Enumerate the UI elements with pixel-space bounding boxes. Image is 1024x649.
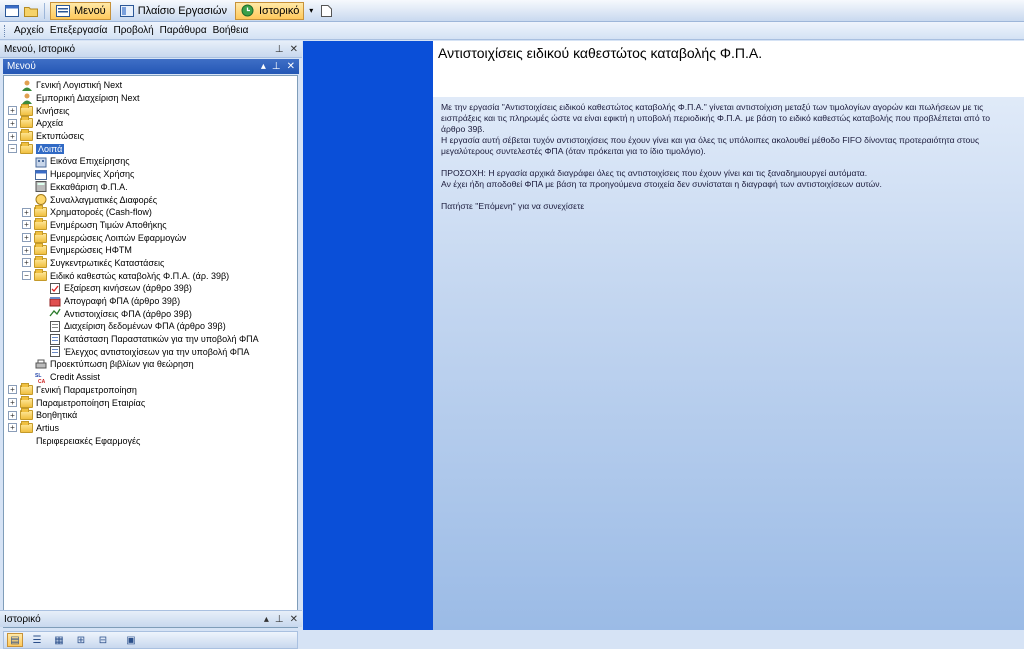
tree-item[interactable] (4, 295, 297, 308)
person-icon (20, 93, 33, 104)
tree-spacer (36, 335, 45, 344)
svg-text:SL: SL (34, 372, 41, 379)
menu-toggle-button[interactable] (50, 2, 111, 20)
tree-item[interactable] (4, 117, 297, 130)
tree-item-label: Γενική Παραμετροποίηση (36, 384, 137, 395)
tree-item-label: Συναλλαγματικές Διαφορές (50, 194, 158, 205)
document-icon (48, 334, 61, 345)
tree-item-label: Εξαίρεση κινήσεων (άρθρο 39β) (64, 283, 192, 294)
tree-item-label: Περιφερειακές Εφαρμογές (36, 435, 141, 446)
inventory-icon (48, 296, 61, 307)
tree-spacer (22, 373, 31, 382)
currency-icon (34, 194, 47, 205)
favorites-view-icon[interactable]: ▦ (54, 634, 64, 646)
menu-section-header (3, 59, 299, 74)
workspace-icon (119, 3, 135, 19)
menu-tree (3, 75, 298, 628)
expand-icon[interactable]: + (22, 233, 31, 242)
tree-spacer (36, 297, 45, 306)
tree-spacer (36, 284, 45, 293)
clock-icon (240, 3, 256, 19)
menu-bar (0, 22, 1024, 40)
folder-open-icon[interactable] (23, 3, 39, 19)
left-panel-header (0, 41, 302, 58)
expand-icon[interactable]: + (8, 132, 17, 141)
expand-icon[interactable]: + (8, 385, 17, 394)
tree-spacer (22, 195, 31, 204)
close-icon[interactable]: ✕ (286, 61, 295, 72)
warning-paragraph: Αν έχει ήδη αποδοθεί ΦΠΑ με βάση τα προηγούμενα στοιχεία δεν συνίσταται η διαγραφή των αντιστοιχίσεων αυτών. (441, 179, 882, 189)
tree-item[interactable] (4, 244, 297, 257)
tree-item[interactable] (4, 396, 297, 409)
tree-spacer (8, 81, 17, 90)
folder-icon (20, 397, 33, 408)
tree-item[interactable] (4, 92, 297, 105)
tree-item-label: Ενημερώσεις ΗΦΤΜ (50, 245, 132, 256)
folder-icon (34, 245, 47, 256)
tree-spacer (36, 309, 45, 318)
collapse-icon[interactable]: ▴ (260, 61, 266, 72)
building-icon (34, 156, 47, 167)
document-edit-icon (48, 321, 61, 332)
tree-spacer (8, 94, 17, 103)
dropdown-arrow-icon[interactable]: ▾ (309, 6, 314, 15)
history-section-title: Ιστορικό (4, 613, 41, 625)
document-icon (48, 346, 61, 357)
tree-item-label: Εμπορική Διαχείριση Next (36, 93, 140, 104)
tree-item-label: Έλεγχος αντιστοιχίσεων για την υποβολή ΦΠΑ (64, 346, 250, 357)
expand-icon[interactable]: + (22, 246, 31, 255)
warning-paragraph: ΠΡΟΣΟΧΗ: Η εργασία αρχικά διαγράφει όλες τις αντιστοιχίσεις που έχουν γίνει και τις ξαναδημιουργεί αυτόματα. (441, 168, 868, 178)
tree-item-label: Απογραφή ΦΠΑ (άρθρο 39β) (64, 296, 181, 307)
menu-toggle-label: Μενού (74, 4, 106, 17)
tree-item[interactable] (4, 155, 297, 168)
main-toolbar (0, 0, 1024, 22)
tree-spacer (22, 182, 31, 191)
tree-item-label: Ειδικό καθεστώς καταβολής Φ.Π.Α. (άρ. 39β) (50, 270, 230, 281)
folder-icon (34, 257, 47, 268)
settings-view-icon[interactable]: ▣ (126, 634, 136, 646)
tree-item[interactable] (4, 358, 297, 371)
tree-item-label: Παραμετροποίηση Εταιρίας (36, 397, 146, 408)
pin-icon[interactable]: ⊥ (274, 613, 284, 625)
tree-item-label: Αρχεία (36, 118, 64, 129)
tree-item[interactable] (4, 181, 297, 194)
collapse-icon[interactable]: ▴ (263, 613, 269, 625)
wizard-content (433, 41, 1024, 630)
document-check-icon (48, 283, 61, 294)
tree-item-label: Ενημερώσεις Λοιπών Εφαρμογών (50, 232, 187, 243)
tree-item-label: Ενημέρωση Τιμών Αποθήκης (50, 219, 167, 230)
tree-spacer (22, 170, 31, 179)
tree-item[interactable] (4, 206, 297, 219)
left-panel (0, 41, 302, 646)
list-view-icon[interactable]: ☰ (32, 634, 42, 646)
expand-icon[interactable]: + (8, 411, 17, 420)
tree-item[interactable] (4, 79, 297, 92)
tree-item-label: Εκτυπώσεις (36, 131, 84, 142)
menu-help[interactable]: Βοήθεια (212, 25, 249, 36)
menu-view[interactable]: Προβολή (113, 25, 154, 36)
tree-item-label: Κατάσταση Παραστατικών για την υποβολή ΦΠΑ (64, 334, 259, 345)
tree-spacer (36, 347, 45, 356)
expand-icon[interactable]: + (8, 106, 17, 115)
tree-item[interactable] (4, 269, 297, 282)
tree-item[interactable] (4, 104, 297, 117)
tree-item[interactable] (4, 130, 297, 143)
tree-item[interactable] (4, 219, 297, 232)
pin-icon[interactable]: ⊥ (271, 61, 281, 72)
tree-item-label: Χρηματοροές (Cash-flow) (50, 207, 152, 218)
tree-spacer (22, 157, 31, 166)
expand-icon[interactable]: + (22, 208, 31, 217)
tree-item-label: Συγκεντρωτικές Καταστάσεις (50, 257, 165, 268)
tree-item[interactable] (4, 320, 297, 333)
collapse-icon[interactable]: − (22, 271, 31, 280)
wizard-title: Αντιστοιχίσεις ειδικού καθεστώτος καταβολής Φ.Π.Α. (438, 45, 763, 61)
folder-icon (20, 143, 33, 154)
menu-file[interactable]: Αρχείο (14, 25, 44, 36)
tree-item-label: Λοιπά (38, 143, 63, 154)
tree-item[interactable] (4, 307, 297, 320)
tree-spacer (22, 360, 31, 369)
toolbar-separator (44, 3, 45, 19)
wizard-description (433, 97, 1024, 217)
tree-spacer (36, 322, 45, 331)
person-icon (20, 80, 33, 91)
menubar-grip (4, 25, 7, 37)
folder-icon (34, 207, 47, 218)
tree-item-label: Βοηθητικά (36, 410, 78, 421)
tree-item-label: Διαχείριση δεδομένων ΦΠΑ (άρθρο 39β) (64, 321, 226, 332)
description-paragraph: Η εργασία αυτή σέβεται τυχόν αντιστοιχίσεις που έχουν γίνει και για όλες τις υπόλοιπες ακολουθεί μέθοδο FIFO δίνοντας προτεραιότητα στους μεγαλύτερους συντελεστές ΦΠΑ (όταν πρόκειται για το ίδιο τιμολόγιο). (441, 135, 980, 156)
tree-item-label: Εκκαθάριση Φ.Π.Α. (50, 181, 128, 192)
structure-view-icon[interactable]: ⊟ (98, 634, 108, 646)
expand-icon[interactable]: + (22, 258, 31, 267)
expand-icon[interactable]: + (22, 220, 31, 229)
apps-icon (20, 435, 33, 446)
folder-icon (34, 270, 47, 281)
tree-item[interactable] (4, 142, 297, 155)
instruction-paragraph: Πατήστε "Επόμενη" για να συνεχίσετε (441, 201, 585, 211)
tree-item-label: Γενική Λογιστική Next (36, 80, 123, 91)
folder-icon (20, 384, 33, 395)
workspace-button[interactable] (114, 2, 232, 20)
tree-spacer (8, 436, 17, 445)
tree-view-icon[interactable]: ▤ (7, 633, 23, 647)
calendar-icon (34, 169, 47, 180)
wizard-header (433, 41, 1024, 97)
folder-icon (34, 219, 47, 230)
tree-item[interactable] (4, 193, 297, 206)
tree-item-label: Credit Assist (50, 372, 101, 383)
tree-item[interactable] (4, 384, 297, 397)
folder-icon (20, 118, 33, 129)
expand-icon[interactable]: + (8, 119, 17, 128)
tree-item[interactable] (4, 333, 297, 346)
close-icon[interactable]: ✕ (289, 43, 298, 55)
menu-edit[interactable]: Επεξεργασία (49, 25, 108, 36)
tree-item-label: Ημερομηνίες Χρήσης (50, 169, 135, 180)
match-icon (48, 308, 61, 319)
svg-text:CA: CA (37, 378, 45, 385)
tree-item[interactable] (4, 168, 297, 181)
expand-icon[interactable]: + (8, 423, 17, 432)
left-panel-title: Μενού, Ιστορικό (4, 43, 76, 55)
folder-icon (20, 410, 33, 421)
tree-item[interactable] (4, 422, 297, 435)
pin-icon[interactable]: ⊥ (274, 43, 284, 55)
menu-section-title: Μενού (7, 61, 36, 72)
view-tabs (3, 631, 298, 649)
credit-assist-icon (34, 372, 47, 383)
tree-item[interactable] (4, 257, 297, 270)
tree-item[interactable] (4, 231, 297, 244)
folder-icon (20, 131, 33, 142)
calculator-icon (34, 181, 47, 192)
tree-item-label: Προεκτύπωση βιβλίων για θεώρηση (50, 359, 194, 370)
tree-item[interactable] (4, 434, 297, 447)
printer-icon (34, 359, 47, 370)
description-paragraph: Με την εργασία "Αντιστοιχίσεις ειδικού καθεστώτος καταβολής Φ.Π.Α." γίνεται αντιστοίχιση μεταξύ των τιμολογίων αγορών και πωλήσεων με τις εισπράξεις και τις πληρωμές ώστε να είναι εφικτή η υποβολή περιοδικής Φ.Π.Α. με βάση το ειδικό καθεστώς καταβολής που προβλέπεται από το άρθρο 39β. (441, 102, 991, 134)
history-toggle-label: Ιστορικό (258, 4, 300, 17)
history-toggle-button[interactable] (235, 2, 304, 20)
wizard-side-banner (303, 41, 433, 630)
folder-icon (34, 232, 47, 243)
tree-item[interactable] (4, 345, 297, 358)
folder-icon (20, 422, 33, 433)
close-icon[interactable]: ✕ (289, 613, 298, 625)
collapse-icon[interactable]: − (8, 144, 17, 153)
folder-icon (20, 105, 33, 116)
workspace-label: Πλαίσιο Εργασιών (137, 4, 227, 17)
tree-item[interactable] (4, 409, 297, 422)
tree-item-label: Artius (36, 422, 60, 433)
history-section-header (0, 610, 302, 627)
tree-item-label: Κινήσεις (36, 105, 70, 116)
page-icon[interactable] (318, 3, 334, 19)
tree-item-label: Αντιστοιχίσεις ΦΠΑ (άρθρο 39β) (64, 308, 192, 319)
tree-item[interactable] (4, 282, 297, 295)
menu-icon (55, 3, 71, 19)
window-icon[interactable] (4, 3, 20, 19)
hierarchy-view-icon[interactable]: ⊞ (76, 634, 86, 646)
menu-windows[interactable]: Παράθυρα (159, 25, 207, 36)
tree-item-label: Εικόνα Επιχείρησης (50, 156, 130, 167)
expand-icon[interactable]: + (8, 398, 17, 407)
tree-item[interactable] (4, 371, 297, 384)
